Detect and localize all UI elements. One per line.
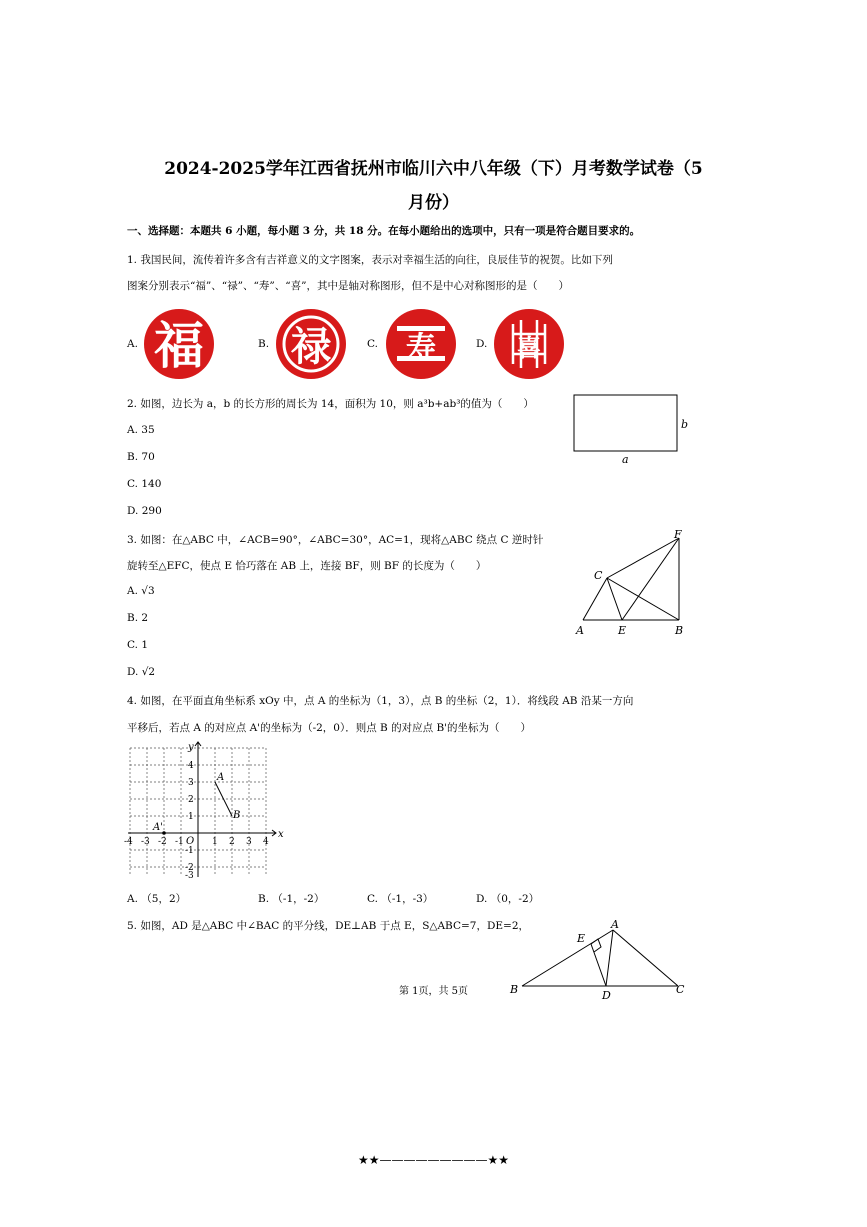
q5-label-e: E [577, 932, 586, 945]
page-number: 第 1页，共 5页 [398, 986, 469, 997]
q3-text-line1: 3. 如图：在△ABC 中，∠ACB=90°，∠ABC=30°，AC=1，现将△ABC 绕点 C 逆时针 [127, 534, 544, 546]
q3-label-c: C [594, 569, 603, 582]
q2-option-d: D. 290 [127, 505, 162, 517]
q4-x-tick: 2 [229, 837, 235, 847]
q2-option-b: B. 70 [127, 451, 155, 463]
q4-y-tick: -3 [185, 871, 194, 878]
q4-y-tick: -1 [185, 846, 194, 856]
q4-label-a-prime: A' [153, 822, 163, 833]
q2-label-a: a [622, 453, 629, 465]
q4-y-label: y [188, 742, 194, 753]
q1-option-c-label: C. [367, 338, 378, 350]
q3-label-e: E [618, 624, 627, 637]
q3-option-a: A. √3 [127, 585, 155, 597]
q2-option-a: A. 35 [127, 424, 155, 436]
q4-x-tick: -4 [124, 837, 133, 847]
section-header: 一、选择题：本题共 6 小题，每小题 3 分，共 18 分。在每小题给出的选项中，只有一项是符合题目要求的。 [127, 225, 641, 237]
q5-label-d: D [602, 989, 611, 1000]
bottom-decoration: ★★—————————★★ [357, 1153, 510, 1167]
q1-text-line2: 图案分别表示“福”、“禄”、“寿”、“喜”，其中是轴对称图形，但不是中心对称图形的是（ ） [127, 280, 569, 292]
q2-text: 2. 如图，边长为 a，b 的长方形的周长为 14，面积为 10，则 a³b+ab³的值为（ ） [127, 398, 534, 410]
q4-origin-label: O [186, 836, 195, 847]
q4-y-tick: 1 [188, 812, 194, 822]
q1-text-line1: 1. 我国民间，流传着许多含有吉祥意义的文字图案，表示对幸福生活的向往，良辰佳节的祝贺。比如下列 [127, 254, 613, 266]
q4-text-line2: 平移后，若点 A 的对应点 A'的坐标为（-2，0）．则点 B 的对应点 B'的坐标为（ ） [127, 722, 532, 734]
q4-x-tick: 4 [263, 837, 269, 847]
q3-text-line2: 旋转至△EFC，使点 E 恰巧落在 AB 上，连接 BF，则 BF 的长度为（ ） [127, 560, 487, 572]
q3-triangle-figure [572, 527, 692, 642]
q4-option-a: A. （5，2） [127, 893, 187, 905]
q1-option-a-char: 福 [154, 316, 204, 375]
q4-option-c: C. （-1，-3） [367, 893, 434, 905]
q3-option-d: D. √2 [127, 666, 156, 678]
q1-option-b-label: B. [258, 338, 270, 350]
q4-option-d: D. （0，-2） [476, 893, 540, 905]
q4-label-b: B [233, 810, 241, 821]
q1-option-d-label: D. [476, 338, 488, 350]
q4-x-tick: 3 [246, 837, 252, 847]
q3-label-f: F [674, 528, 682, 541]
q3-label-b: B [675, 624, 684, 637]
q4-x-tick: 1 [212, 837, 218, 847]
q4-y-tick: -2 [185, 863, 194, 873]
q4-label-a: A [217, 772, 225, 783]
shou-emblem-icon [385, 308, 457, 380]
q1-option-b-char: 禄 [291, 323, 331, 370]
q3-option-c: C. 1 [127, 639, 149, 651]
q1-option-d-char: 喜 [517, 333, 541, 362]
q3-label-a: A [576, 624, 584, 637]
q5-label-b: B [510, 983, 519, 996]
q4-x-label: x [278, 829, 284, 840]
q4-x-tick: -3 [141, 837, 150, 847]
q5-text: 5. 如图，AD 是△ABC 中∠BAC 的平分线，DE⊥AB 于点 E，S△ABC=7，DE=2， [127, 920, 530, 932]
paper-title-line1: 2024-2025学年江西省抚州市临川六中八年级（下）月考数学试卷（5 [164, 159, 703, 179]
q5-label-c: C [676, 983, 685, 996]
paper-title-line2: 月份） [408, 193, 459, 213]
q1-option-c-char: 寿 [406, 331, 436, 366]
q4-coordinate-figure [124, 738, 289, 878]
q4-option-b: B. （-1，-2） [258, 893, 325, 905]
q4-text-line1: 4. 如图，在平面直角坐标系 xOy 中，点 A 的坐标为（1，3），点 B 的坐标（2，1）．将线段 AB 沿某一方向 [127, 695, 634, 707]
q2-rectangle-figure [570, 393, 690, 465]
q4-x-tick: -2 [158, 837, 167, 847]
q3-option-b: B. 2 [127, 612, 149, 624]
lu-emblem-icon [275, 308, 347, 380]
xi-emblem-icon [493, 308, 565, 380]
q2-label-b: b [681, 418, 689, 431]
q5-label-a: A [611, 918, 619, 931]
q2-option-c: C. 140 [127, 478, 162, 490]
q4-x-tick: -1 [175, 837, 184, 847]
q1-option-a-label: A. [127, 338, 138, 350]
q4-y-tick: 4 [188, 761, 194, 771]
fu-emblem-icon [143, 308, 215, 380]
q4-y-tick: 2 [188, 795, 194, 805]
q4-y-tick: 3 [188, 778, 194, 788]
